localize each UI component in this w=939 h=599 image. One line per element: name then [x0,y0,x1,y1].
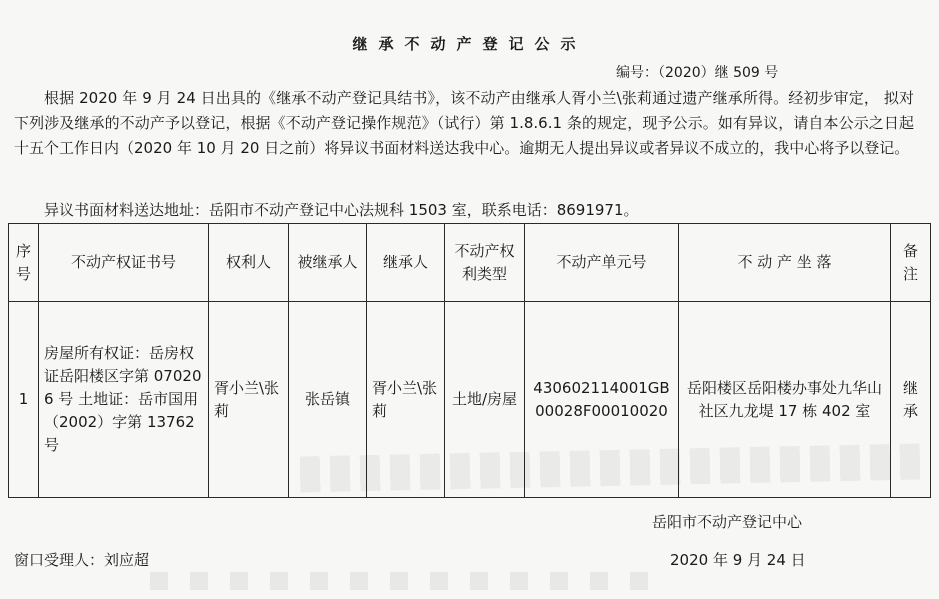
cell-decedent: 张岳镇 [289,302,367,498]
registration-table [8,223,931,498]
clerk-line: 窗口受理人：刘应超 [14,551,150,569]
cell-note: 继承 [891,302,931,498]
cell-seq: 1 [9,302,39,498]
issue-date: 2020 年 9 月 24 日 [670,551,806,569]
header-cert: 不动产权证书号 [39,224,209,302]
header-seq: 序号 [9,224,39,302]
issuer-name: 岳阳市不动产登记中心 [652,513,803,531]
cell-location: 岳阳楼区岳阳楼办事处九华山社区九龙堤 17 栋 402 室 [679,302,891,498]
cell-unit-no: 430602114001GB00028F00010020 [525,302,679,498]
header-heir: 继承人 [367,224,445,302]
header-note: 备注 [891,224,931,302]
objection-address: 异议书面材料送达地址：岳阳市不动产登记中心法规科 1503 室，联系电话：8691971。 [44,201,639,219]
table-row [9,302,931,498]
header-right-type: 不动产权利类型 [445,224,525,302]
table-header-row [9,224,931,302]
cell-holder: 胥小兰\张莉 [209,302,289,498]
notice-body: 根据 2020 年 9 月 24 日出具的《继承不动产登记具结书》，该不动产由继承人胥小兰\张莉通过遗产继承所得。经初步审定， 拟对下列涉及继承的不动产予以登记，根据《不动产登记操作规范》（试行）第 1.8.6.1 条的规定，现予公示。如有异议，请自本公示之日起十五个工作日内（2020 年 10 月 20 日之前）将异议书面材料送达我中心。逾期无人提出异议或者异议不成立的，我中心将予以登记。 [14,89,914,157]
cell-right-type: 土地/房屋 [445,302,525,498]
header-holder: 权利人 [209,224,289,302]
notice-title: 继承不动产登记公示 [352,35,587,53]
header-location: 不 动 产 坐 落 [679,224,891,302]
header-decedent: 被继承人 [289,224,367,302]
cell-cert: 房屋所有权证：岳房权证岳阳楼区字第 070206 号 土地证：岳市国用（2002）字第 13762 号 [39,302,209,498]
cell-heir: 胥小兰\张莉 [367,302,445,498]
bleed-through-text-bottom [150,572,670,590]
document-number: 编号：（2020）继 509 号 [616,65,779,81]
header-unit-no: 不动产单元号 [525,224,679,302]
